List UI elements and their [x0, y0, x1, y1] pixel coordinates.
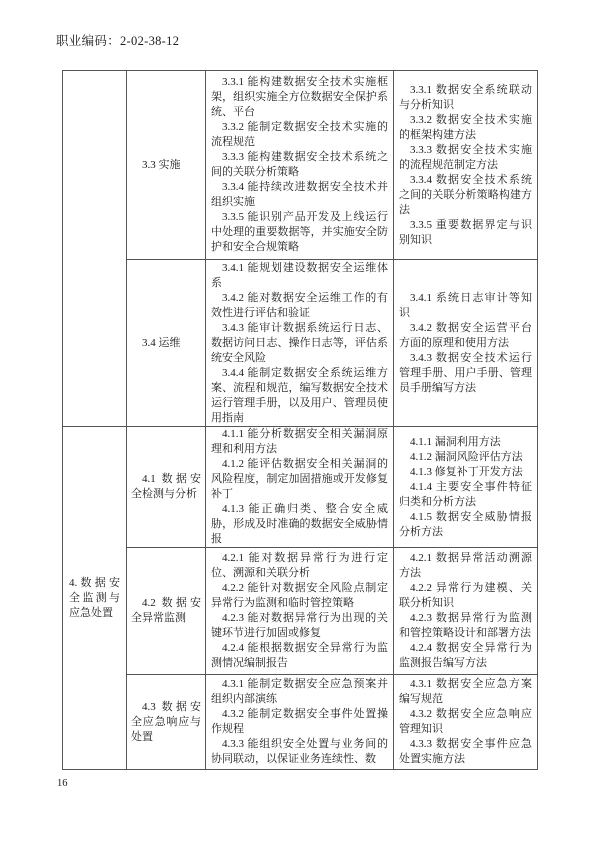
skill-item: 4.3.2 能制定数据安全事件处置操作规程	[211, 708, 388, 735]
table-group-section3	[63, 71, 537, 426]
sub-cell-4-3	[127, 675, 205, 769]
section-title-4: 4.数据安全监测与应急处置	[69, 576, 120, 619]
knowledge-cell-4-2	[393, 548, 537, 674]
knowledge-item: 4.1.4 主要安全事件特征归类和分析方法	[399, 480, 532, 508]
sub-label-3-3: 3.3 实施	[142, 158, 181, 171]
sub-cell-3-3	[127, 71, 205, 259]
knowledge-item: 3.4.2 数据安全运营平台方面的原理和使用方法	[399, 321, 532, 349]
skill-item: 4.2.1 能对数据异常行为进行定位、溯源和关联分析	[211, 552, 388, 579]
skill-item: 4.3.3 能组织安全处置与业务间的协同联动，以保证业务连续性、数	[211, 738, 388, 765]
sub-label-3-4: 3.4 运维	[142, 336, 181, 349]
section3-rows	[127, 71, 537, 426]
section-cell-3	[63, 71, 127, 426]
skill-item: 4.1.3 能正确归类、整合安全威胁，形成及时准确的数据安全威胁情报	[211, 503, 388, 545]
sub-label-4-1: 4.1 数据安全检测与分析	[131, 473, 201, 500]
skill-cell-3-4	[205, 260, 393, 426]
skill-cell-4-2	[205, 548, 393, 674]
knowledge-item: 3.3.3 数据安全技术实施的流程规范制定方法	[399, 143, 532, 171]
table-row-3-4	[127, 259, 537, 426]
knowledge-item: 4.2.1 数据异常活动溯源方法	[399, 552, 532, 579]
knowledge-cell-4-1	[393, 427, 537, 547]
knowledge-item: 4.2.2 异常行为建模、关联分析知识	[399, 582, 532, 609]
table-group-section4	[63, 426, 537, 769]
skill-item: 4.2.3 能对数据异常行为出现的关键环节进行加固或修复	[211, 612, 388, 639]
skill-cell-4-1	[205, 427, 393, 547]
skill-item: 3.3.1 能构建数据安全技术实施框架，组织实施全方位数据安全保护系统、平台	[211, 76, 388, 118]
knowledge-item: 4.1.5 数据安全威胁情报分析方法	[399, 510, 532, 538]
skill-item: 3.4.4 能制定数据安全系统运维方案、流程和规范，编写数据安全技术运行管理手册，以及用户、管理员使用指南	[211, 366, 388, 424]
table-row-3-3	[127, 71, 537, 259]
sub-cell-4-2	[127, 548, 205, 674]
knowledge-item: 4.2.3 数据异常行为监测和管控策略设计和部署方法	[399, 612, 532, 639]
knowledge-item: 3.3.1 数据安全系统联动与分析知识	[399, 83, 532, 111]
section4-rows	[127, 427, 537, 769]
table-row-4-1	[127, 427, 537, 547]
knowledge-item: 3.3.2 数据安全技术实施的框架构建方法	[399, 113, 532, 141]
knowledge-item: 4.3.3 数据安全事件应急处置实施方法	[399, 738, 532, 765]
sub-label-4-2: 4.2 数据安全异常监测	[131, 597, 201, 624]
skill-item: 4.2.2 能针对数据安全风险点制定异常行为监测和临时管控策略	[211, 582, 388, 609]
knowledge-item: 3.3.4 数据安全技术系统之间的关联分析策略构建方法	[399, 173, 532, 216]
skill-cell-3-3	[205, 71, 393, 259]
knowledge-item: 4.3.1 数据安全应急方案编写规范	[399, 678, 532, 705]
knowledge-cell-3-3	[393, 71, 537, 259]
skill-item: 3.3.5 能识别产品开发及上线运行中处理的重要数据等，并实施安全防护和安全合规策略	[211, 211, 388, 253]
skill-item: 3.4.1 能规划建设数据安全运维体系	[211, 261, 388, 289]
skill-cell-4-3	[205, 675, 393, 769]
knowledge-item: 3.4.3 数据安全技术运行管理手册、用户手册、管理员手册编写方法	[399, 351, 532, 394]
knowledge-item: 4.3.2 数据安全应急响应管理知识	[399, 708, 532, 735]
knowledge-item: 4.1.3 修复补丁开发方法	[410, 465, 523, 478]
document-code: 职业编码：2-02-38-12	[56, 34, 180, 48]
skill-item: 4.3.1 能制定数据安全应急预案并组织内部演练	[211, 678, 388, 705]
knowledge-cell-4-3	[393, 675, 537, 769]
skill-item: 3.4.2 能对数据安全运维工作的有效性进行评估和验证	[211, 291, 388, 319]
skill-item: 4.1.2 能评估数据安全相关漏洞的风险程度，制定加固措施或开发修复补丁	[211, 458, 388, 500]
skill-item: 4.2.4 能根据数据安全异常行为监测情况编制报告	[211, 642, 388, 669]
table-row-4-3	[127, 674, 537, 769]
skill-item: 3.3.3 能构建数据安全技术系统之间的关联分析策略	[211, 151, 388, 178]
sub-label-4-3: 4.3 数据安全应急响应与处置	[131, 700, 201, 743]
knowledge-cell-3-4	[393, 260, 537, 426]
skill-item: 4.1.1 能分析数据安全相关漏洞原理和利用方法	[211, 428, 388, 455]
sub-cell-4-1	[127, 427, 205, 547]
knowledge-item: 4.2.4 数据安全异常行为监测报告编写方法	[399, 642, 532, 669]
knowledge-item: 4.1.1 漏洞利用方法	[410, 435, 501, 448]
occupation-skill-table	[62, 70, 538, 770]
knowledge-item: 3.4.1 系统日志审计等知识	[399, 291, 532, 319]
sub-cell-3-4	[127, 260, 205, 426]
skill-item: 3.3.2 能制定数据安全技术实施的流程规范	[211, 121, 388, 148]
page-number: 16	[57, 778, 68, 789]
knowledge-item: 3.3.5 重要数据界定与识别知识	[399, 218, 532, 246]
table-row-4-2	[127, 547, 537, 674]
skill-item: 3.3.4 能持续改进数据安全技术并组织实施	[211, 181, 388, 208]
knowledge-item: 4.1.2 漏洞风险评估方法	[410, 450, 523, 463]
skill-item: 3.4.3 能审计数据系统运行日志、数据访问日志、操作日志等，评估系统安全风险	[211, 321, 388, 364]
section-cell-4	[63, 427, 127, 769]
